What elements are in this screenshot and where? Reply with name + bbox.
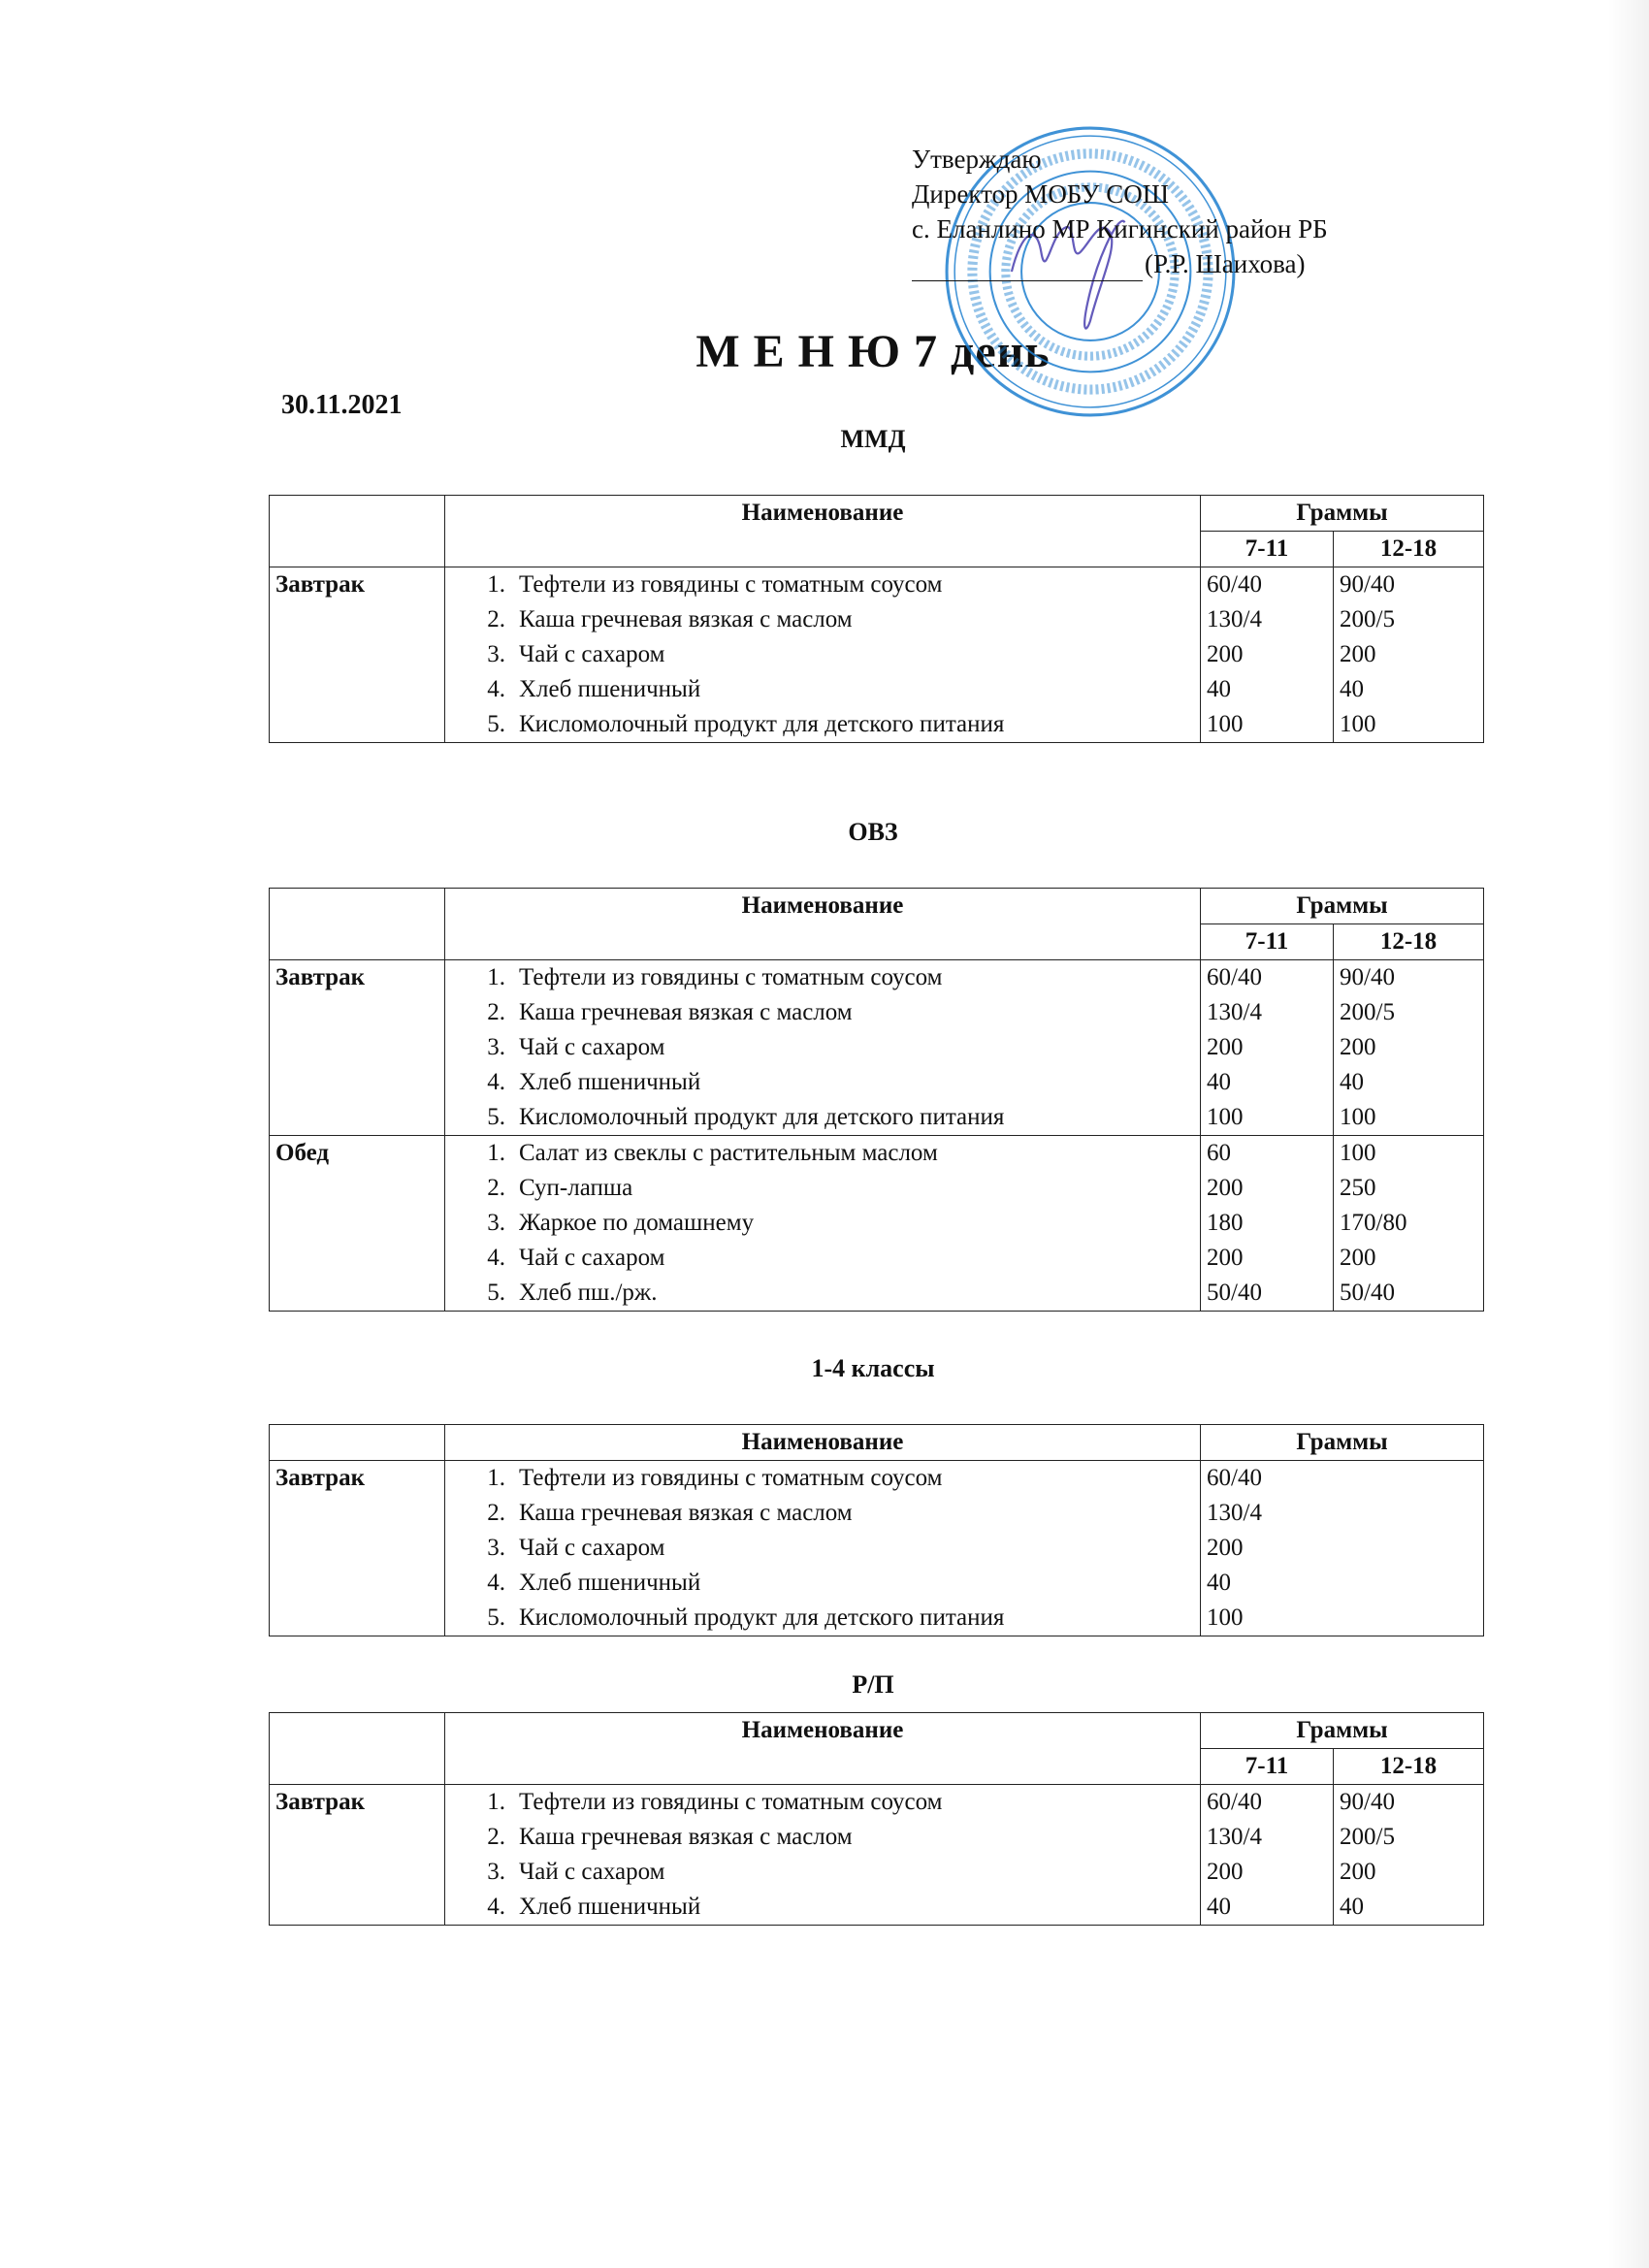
dish-number: 1. <box>487 1140 505 1166</box>
age-header-12-18: 12-18 <box>1334 1749 1484 1785</box>
dish-name: Хлеб пшеничный <box>519 1570 701 1596</box>
dish-name: Тефтели из говядины с томатным соусом <box>519 1465 943 1491</box>
dish-list <box>445 960 1201 1136</box>
grams-value: 90/40 <box>1340 571 1395 598</box>
dish-number: 4. <box>487 1570 505 1596</box>
grams-value: 130/4 <box>1207 999 1262 1025</box>
empty-header-cell <box>270 1713 445 1785</box>
grams-value: 60/40 <box>1207 964 1262 990</box>
meal-name <box>270 1461 445 1636</box>
dish-name: Чай с сахаром <box>519 1034 665 1060</box>
dish-number: 1. <box>487 1465 505 1491</box>
grams-value: 130/4 <box>1207 1500 1262 1526</box>
empty-header-cell <box>270 1425 445 1461</box>
empty-header-cell <box>270 889 445 960</box>
grams-value: 200 <box>1207 641 1244 667</box>
dish-item <box>451 1531 1194 1566</box>
dish-number: 3. <box>487 641 505 667</box>
dish-item <box>451 1241 1194 1276</box>
grams-value: 100 <box>1207 711 1244 737</box>
grams-value: 200 <box>1207 1245 1244 1271</box>
grams-value: 250 <box>1340 1175 1376 1201</box>
meal-row <box>270 960 1484 1136</box>
dish-name: Каша гречневая вязкая с маслом <box>519 999 853 1025</box>
dish-name: Суп-лапша <box>519 1175 633 1201</box>
approval-signature-line <box>912 246 1328 281</box>
grams-12-18 <box>1334 1136 1484 1312</box>
table-header-row <box>270 1425 1484 1461</box>
grams-header: Граммы <box>1201 1713 1484 1749</box>
dish-number: 2. <box>487 1175 505 1201</box>
dish-name: Каша гречневая вязкая с маслом <box>519 606 853 632</box>
menu-table <box>269 495 1484 743</box>
grams-7-11 <box>1201 567 1334 743</box>
age-header-12-18: 12-18 <box>1334 532 1484 567</box>
grams-value: 200 <box>1207 1859 1244 1885</box>
meal-label: Обед <box>275 1140 330 1166</box>
grams-value: 100 <box>1340 1104 1376 1130</box>
grams-value: 200/5 <box>1340 606 1395 632</box>
grams-value: 100 <box>1207 1604 1244 1631</box>
grams-value: 40 <box>1207 676 1231 702</box>
dish-name: Хлеб пшеничный <box>519 1069 701 1095</box>
dish-item <box>451 1820 1194 1855</box>
grams-header: Граммы <box>1201 1425 1484 1461</box>
director-name: (Р.Р. Шаихова) <box>1145 249 1306 278</box>
approval-position: Директор МОБУ СОШ <box>912 179 1169 209</box>
grams-value: 170/80 <box>1340 1210 1407 1236</box>
dish-item <box>451 1496 1194 1531</box>
dish-number: 4. <box>487 1069 505 1095</box>
grams-7-11 <box>1201 1461 1484 1636</box>
section-label: 1-4 классы <box>811 1354 935 1382</box>
dish-name: Тефтели из говядины с томатным соусом <box>519 964 943 990</box>
dish-name: Кисломолочный продукт для детского питания <box>519 1604 1005 1631</box>
dish-item <box>451 707 1194 742</box>
grams-12-18 <box>1334 960 1484 1136</box>
dish-name: Чай с сахаром <box>519 1859 665 1885</box>
dish-number: 2. <box>487 1824 505 1850</box>
dish-number: 3. <box>487 1859 505 1885</box>
meal-name <box>270 1136 445 1312</box>
grams-value: 200 <box>1340 1245 1376 1271</box>
meal-row <box>270 1136 1484 1312</box>
dish-name: Каша гречневая вязкая с маслом <box>519 1824 853 1850</box>
name-header: Наименование <box>445 496 1201 567</box>
grams-7-11 <box>1201 1136 1334 1312</box>
dish-name: Салат из свеклы с растительным маслом <box>519 1140 938 1166</box>
approval-organization: с. Еланлино МР Кигинский район РБ <box>912 214 1328 243</box>
grams-value: 100 <box>1340 1140 1376 1166</box>
grams-value: 60/40 <box>1207 1465 1262 1491</box>
grams-value: 90/40 <box>1340 1789 1395 1815</box>
grams-value: 200/5 <box>1340 999 1395 1025</box>
dish-list <box>445 1136 1201 1312</box>
dish-number: 1. <box>487 964 505 990</box>
dish-name: Чай с сахаром <box>519 641 665 667</box>
dish-item <box>451 1171 1194 1206</box>
dish-number: 4. <box>487 676 505 702</box>
meal-name <box>270 960 445 1136</box>
meal-row <box>270 1785 1484 1926</box>
grams-value: 40 <box>1207 1894 1231 1920</box>
grams-value: 200 <box>1207 1175 1244 1201</box>
dish-name: Тефтели из говядины с томатным соусом <box>519 1789 943 1815</box>
dish-item <box>451 637 1194 672</box>
page-title: М Е Н Ю 7 день <box>695 326 1051 377</box>
dish-item <box>451 1601 1194 1636</box>
grams-value: 200 <box>1340 1859 1376 1885</box>
dish-number: 5. <box>487 1104 505 1130</box>
grams-value: 50/40 <box>1207 1280 1262 1306</box>
dish-item <box>451 1100 1194 1135</box>
dish-item <box>451 1206 1194 1241</box>
dish-number: 2. <box>487 1500 505 1526</box>
dish-number: 5. <box>487 711 505 737</box>
dish-item <box>451 567 1194 602</box>
menu-table <box>269 1712 1484 1926</box>
section-label: ОВЗ <box>848 818 898 846</box>
age-header-7-11: 7-11 <box>1201 1749 1334 1785</box>
dish-list <box>445 1461 1201 1636</box>
grams-header: Граммы <box>1201 889 1484 924</box>
dish-item <box>451 1785 1194 1820</box>
grams-value: 180 <box>1207 1210 1244 1236</box>
dish-item <box>451 1065 1194 1100</box>
approval-line: Утверждаю <box>912 145 1042 174</box>
table-header-row <box>270 889 1484 924</box>
table-header-row <box>270 1713 1484 1749</box>
meal-label: Завтрак <box>275 1789 365 1815</box>
section-label: ММД <box>840 425 906 453</box>
grams-value: 40 <box>1207 1069 1231 1095</box>
grams-value: 90/40 <box>1340 964 1395 990</box>
name-header: Наименование <box>445 1425 1201 1461</box>
grams-value: 200 <box>1340 1034 1376 1060</box>
signature-line <box>912 255 1143 281</box>
section-label: Р/П <box>852 1670 894 1699</box>
meal-row <box>270 1461 1484 1636</box>
dish-number: 4. <box>487 1894 505 1920</box>
meal-label: Завтрак <box>275 571 365 598</box>
grams-value: 60/40 <box>1207 1789 1262 1815</box>
grams-value: 40 <box>1340 1894 1364 1920</box>
dish-name: Каша гречневая вязкая с маслом <box>519 1500 853 1526</box>
age-header-12-18: 12-18 <box>1334 924 1484 960</box>
dish-item <box>451 672 1194 707</box>
grams-value: 60/40 <box>1207 571 1262 598</box>
grams-value: 200/5 <box>1340 1824 1395 1850</box>
dish-name: Кисломолочный продукт для детского питания <box>519 711 1005 737</box>
empty-header-cell <box>270 496 445 567</box>
approval-block <box>912 142 1328 281</box>
grams-7-11 <box>1201 1785 1334 1926</box>
dish-list <box>445 1785 1201 1926</box>
name-header: Наименование <box>445 889 1201 960</box>
grams-value: 100 <box>1207 1104 1244 1130</box>
dish-name: Кисломолочный продукт для детского питания <box>519 1104 1005 1130</box>
dish-number: 1. <box>487 1789 505 1815</box>
dish-number: 2. <box>487 999 505 1025</box>
menu-table <box>269 888 1484 1312</box>
dish-item <box>451 1461 1194 1496</box>
dish-number: 2. <box>487 606 505 632</box>
dish-name: Чай с сахаром <box>519 1245 665 1271</box>
table-header-row <box>270 496 1484 532</box>
dish-list <box>445 567 1201 743</box>
grams-value: 130/4 <box>1207 606 1262 632</box>
dish-number: 5. <box>487 1604 505 1631</box>
dish-name: Хлеб пшеничный <box>519 1894 701 1920</box>
meal-name <box>270 1785 445 1926</box>
dish-number: 5. <box>487 1280 505 1306</box>
grams-value: 200 <box>1207 1535 1244 1561</box>
grams-value: 40 <box>1207 1570 1231 1596</box>
dish-number: 1. <box>487 571 505 598</box>
grams-value: 60 <box>1207 1140 1231 1166</box>
meal-row <box>270 567 1484 743</box>
menu-date: 30.11.2021 <box>281 390 403 420</box>
dish-name: Хлеб пш./рж. <box>519 1280 658 1306</box>
dish-number: 3. <box>487 1535 505 1561</box>
grams-value: 50/40 <box>1340 1280 1395 1306</box>
grams-12-18 <box>1334 567 1484 743</box>
dish-item <box>451 1030 1194 1065</box>
dish-item <box>451 602 1194 637</box>
meal-label: Завтрак <box>275 1465 365 1491</box>
grams-value: 200 <box>1207 1034 1244 1060</box>
grams-header: Граммы <box>1201 496 1484 532</box>
dish-item <box>451 1136 1194 1171</box>
dish-name: Чай с сахаром <box>519 1535 665 1561</box>
age-header-7-11: 7-11 <box>1201 924 1334 960</box>
grams-value: 130/4 <box>1207 1824 1262 1850</box>
dish-item <box>451 1890 1194 1925</box>
dish-name: Тефтели из говядины с томатным соусом <box>519 571 943 598</box>
dish-item <box>451 995 1194 1030</box>
meal-label: Завтрак <box>275 964 365 990</box>
grams-value: 200 <box>1340 641 1376 667</box>
meal-name <box>270 567 445 743</box>
age-header-7-11: 7-11 <box>1201 532 1334 567</box>
grams-value: 100 <box>1340 711 1376 737</box>
grams-12-18 <box>1334 1785 1484 1926</box>
dish-name: Жаркое по домашнему <box>519 1210 755 1236</box>
grams-7-11 <box>1201 960 1334 1136</box>
dish-name: Хлеб пшеничный <box>519 676 701 702</box>
dish-item <box>451 960 1194 995</box>
dish-item <box>451 1855 1194 1890</box>
dish-number: 4. <box>487 1245 505 1271</box>
grams-value: 40 <box>1340 676 1364 702</box>
dish-number: 3. <box>487 1034 505 1060</box>
dish-number: 3. <box>487 1210 505 1236</box>
dish-item <box>451 1276 1194 1311</box>
name-header: Наименование <box>445 1713 1201 1785</box>
dish-item <box>451 1566 1194 1601</box>
menu-table <box>269 1424 1484 1636</box>
grams-value: 40 <box>1340 1069 1364 1095</box>
